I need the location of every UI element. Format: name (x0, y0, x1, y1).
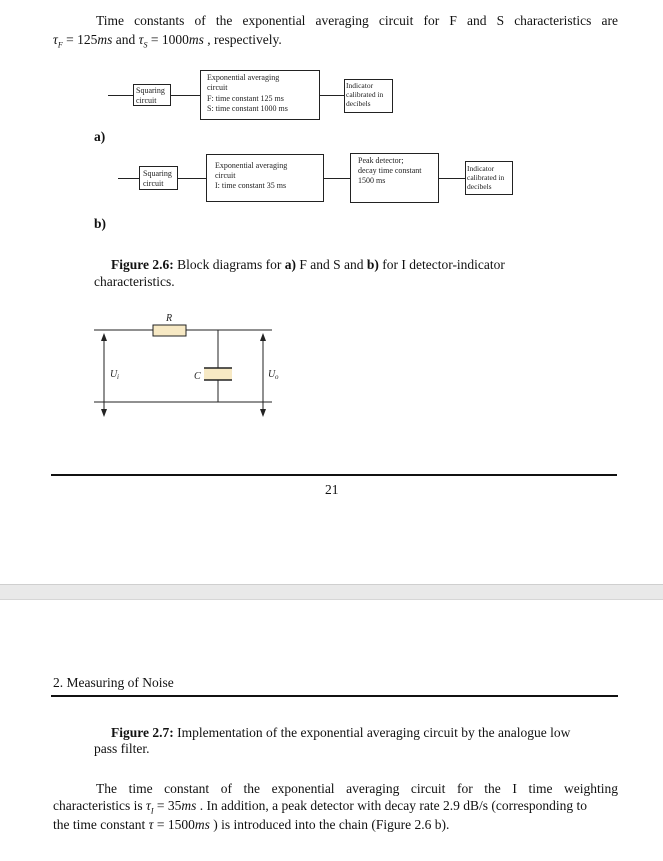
figure-2-6-a: a) (284, 257, 296, 272)
figure-2-7-caption (111, 723, 611, 742)
input-voltage-subscript: i (117, 373, 119, 381)
tau-i-unit: ms (181, 798, 197, 813)
tau-i-symbol: τ (145, 798, 151, 813)
diagram-b-squaring-box (139, 166, 178, 190)
figure-2-6-caption (111, 255, 611, 274)
diagram-a-squaring-line1: Squaring (136, 86, 165, 95)
intro-line-1: Time constants of the exponential averaging circuit for F and S characteristics are (96, 13, 618, 28)
running-header: 2. Measuring of Noise (53, 675, 174, 690)
figure-2-6-text1: Block diagrams for (173, 257, 285, 272)
tau-f-unit: ms (97, 32, 113, 47)
tau-unit: ms (194, 817, 210, 832)
tau-s-value: = 1000 (147, 32, 189, 47)
diagram-a-averaging-line1: Exponential averaging (207, 73, 280, 82)
wire-a-1 (171, 95, 200, 96)
tau-f-symbol: τ (53, 32, 58, 47)
capacitor-label: C (194, 371, 201, 382)
diagram-a-indicator-line2: calibrated in (346, 90, 384, 99)
diagram-a-indicator-line3: decibels (346, 99, 371, 108)
diagram-a-indicator-line1: Indicator (346, 81, 374, 90)
tau-i-subscript: I (150, 806, 154, 816)
figure-2-7-text: Implementation of the exponential averaging circuit by the analogue low (173, 725, 571, 740)
figure-2-6-text3: for I detector-indicator (378, 257, 505, 272)
tau-value: = 1500 (153, 817, 195, 832)
capacitor-body (204, 368, 232, 380)
figure-2-6-label: Figure 2.6: (111, 257, 174, 272)
para-line-1: The time constant of the exponential averaging circuit for the I time weighting (96, 781, 618, 796)
diagram-b-squaring-line1: Squaring (143, 169, 172, 178)
diagram-a-indicator-box (344, 79, 393, 113)
diagram-b-peak-line3: 1500 ms (358, 176, 386, 185)
diagram-b-indicator-line3: decibels (467, 182, 492, 191)
diagram-a-squaring-line2: circuit (136, 96, 157, 105)
intro-tail: , respectively. (203, 32, 282, 47)
diagram-b-peak-box (350, 153, 439, 203)
diagram-b-peak-line1: Peak detector; (358, 156, 404, 165)
wire-b-3 (439, 178, 465, 179)
page-2-header-rule (51, 695, 618, 697)
input-arrow-down-icon (101, 409, 107, 417)
tau-s-unit: ms (188, 32, 204, 47)
tau-f-subscript: F (57, 40, 63, 50)
and-word: and (112, 32, 139, 47)
figure-2-6-text2: F and S and (295, 257, 367, 272)
diagram-b-averaging-line2: circuit (215, 171, 236, 180)
diagram-a-squaring-box (133, 84, 171, 106)
diagram-b-label: b) (94, 216, 107, 231)
para-l2b: . In addition, a peak detector with decay rate 2.9 dB/s (corresponding to (196, 798, 588, 813)
diagram-a-averaging-line3: F: time constant 125 ms (207, 94, 284, 103)
para-l3b: ) is introduced into the chain (Figure 2.6 b). (209, 817, 450, 832)
wire-b-in (118, 178, 140, 179)
resistor-label: R (166, 313, 173, 324)
diagram-b-indicator-box (465, 161, 513, 195)
diagram-b-squaring-line2: circuit (143, 179, 164, 188)
tau-i-value: = 35 (153, 798, 182, 813)
output-voltage-label: U (268, 369, 276, 380)
tau-f-value: = 125 (62, 32, 98, 47)
page-number: 21 (325, 482, 339, 497)
para-l3a: the time constant (53, 817, 149, 832)
resistor-r (153, 325, 186, 336)
diagram-a-averaging-box (200, 70, 320, 120)
input-arrow-up-icon (101, 333, 107, 341)
tau-s-symbol: τ (138, 32, 144, 47)
para-l2a: characteristics is (53, 798, 146, 813)
output-voltage-subscript: o (275, 373, 279, 381)
figure-2-6-b: b) (366, 257, 379, 272)
figure-2-6-caption-line2: characteristics. (94, 274, 175, 289)
diagram-b-indicator-line2: calibrated in (467, 173, 505, 182)
diagram-b-averaging-line3: I: time constant 35 ms (215, 181, 287, 190)
diagram-b-indicator-line1: Indicator (467, 164, 495, 173)
diagram-a-label: a) (94, 129, 106, 144)
page-separator (0, 584, 663, 600)
wire-a-in (108, 95, 134, 96)
figure-2-7-label: Figure 2.7: (111, 725, 174, 740)
input-voltage-label: U (110, 369, 118, 380)
rc-circuit-diagram (90, 305, 290, 420)
diagram-b-averaging-box (206, 154, 324, 202)
tau-symbol: τ (148, 817, 154, 832)
diagram-a-averaging-line4: S: time constant 1000 ms (207, 104, 288, 113)
diagram-a-averaging-line2: circuit (207, 83, 228, 92)
para-line-3 (53, 815, 618, 834)
wire-b-2 (324, 178, 350, 179)
figure-2-7-caption-line2: pass filter. (94, 741, 150, 756)
diagram-b-peak-line2: decay time constant (358, 166, 422, 175)
output-arrow-up-icon (260, 333, 266, 341)
output-arrow-down-icon (260, 409, 266, 417)
page-1-footer-rule (51, 474, 617, 476)
diagram-b-averaging-line1: Exponential averaging (215, 161, 288, 170)
wire-a-2 (320, 95, 345, 96)
wire-b-1 (178, 178, 206, 179)
tau-s-subscript: S (143, 40, 148, 50)
intro-line-2 (53, 30, 613, 55)
